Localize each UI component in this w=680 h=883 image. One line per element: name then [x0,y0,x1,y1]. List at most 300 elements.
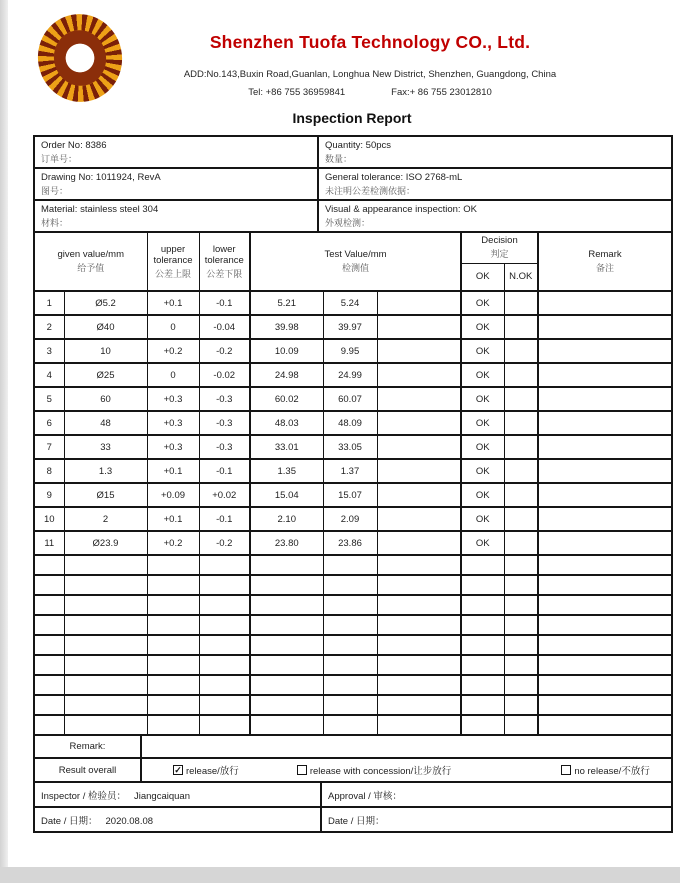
cell-lower: -0.1 [199,291,250,315]
cell-upper [147,655,199,675]
no-release-checkbox[interactable] [561,765,571,775]
cell-test2: 24.99 [323,363,377,387]
option-release-concession [297,763,452,777]
release-concession-checkbox[interactable] [297,765,307,775]
cell-given: 1.3 [64,459,147,483]
material-zh: 材料： [41,217,69,228]
cell-no [34,695,64,715]
cell-test2 [323,715,377,735]
quantity-zh: 数量： [325,153,353,164]
cell-no: 6 [34,411,64,435]
page-title: Inspection Report [292,110,412,126]
cell-test3 [377,555,461,575]
cell-lower [199,555,250,575]
col-header-decision [461,232,538,263]
cell-test2 [323,555,377,575]
cell-test3 [377,635,461,655]
inspector-approval-row [34,782,672,807]
cell-remark [538,635,672,655]
cell-given [64,655,147,675]
cell-test3 [377,363,461,387]
cell-nok [504,315,538,339]
cell-remark [538,339,672,363]
cell-no [34,615,64,635]
cell-no: 7 [34,435,64,459]
cell-given: 10 [64,339,147,363]
cell-nok [504,483,538,507]
cell-remark [538,291,672,315]
approval-label: Approval / 审核： [328,790,402,802]
drawing-no-cell [34,168,318,200]
col-header-nok: N.OK [504,263,538,291]
table-row [34,291,672,315]
cell-test2 [323,635,377,655]
remark-row [34,735,672,758]
cell-no: 10 [34,507,64,531]
cell-ok [461,715,504,735]
cell-test1 [250,695,323,715]
cell-given [64,595,147,615]
cell-ok: OK [461,339,504,363]
col-header-ok: OK [461,263,504,291]
cell-nok [504,507,538,531]
cell-test1 [250,555,323,575]
cell-nok [504,411,538,435]
cell-nok [504,531,538,555]
cell-nok [504,363,538,387]
company-contact [120,87,620,98]
cell-ok: OK [461,435,504,459]
cell-nok [504,291,538,315]
cell-given: Ø5.2 [64,291,147,315]
lower-tolerance-zh: 公差下限 [206,268,243,279]
cell-test2: 15.07 [323,483,377,507]
cell-given [64,715,147,735]
cell-no: 3 [34,339,64,363]
table-row [34,507,672,531]
cell-test2 [323,595,377,615]
cell-test3 [377,339,461,363]
cell-upper: +0.2 [147,339,199,363]
cell-lower: -0.2 [199,531,250,555]
cell-test2: 48.09 [323,411,377,435]
cell-lower: -0.04 [199,315,250,339]
given-value-en: given value/mm [57,249,125,260]
no-release-label: no release/不放行 [574,766,650,777]
cell-upper: 0 [147,363,199,387]
cell-upper: +0.1 [147,459,199,483]
cell-lower [199,615,250,635]
cell-given [64,575,147,595]
cell-remark [538,435,672,459]
date-right-cell [321,807,672,832]
cell-ok: OK [461,459,504,483]
cell-nok [504,635,538,655]
cell-test1: 48.03 [250,411,323,435]
release-label: release/放行 [186,766,239,777]
empty-row [34,575,672,595]
cell-test3 [377,411,461,435]
cell-test2: 5.24 [323,291,377,315]
cell-test1 [250,635,323,655]
cell-ok: OK [461,531,504,555]
cell-remark [538,459,672,483]
table-row [34,339,672,363]
cell-ok [461,635,504,655]
cell-ok [461,695,504,715]
date-left-cell [34,807,321,832]
cell-test3 [377,459,461,483]
cell-nok [504,615,538,635]
table-row [34,531,672,555]
given-value-zh: 给予值 [77,263,105,273]
cell-given: Ø15 [64,483,147,507]
cell-upper [147,715,199,735]
cell-upper: 0 [147,315,199,339]
company-name: Shenzhen Tuofa Technology CO., Ltd. [209,32,531,52]
cell-lower: -0.3 [199,435,250,459]
cell-test1 [250,655,323,675]
cell-given [64,695,147,715]
cell-remark [538,675,672,695]
cell-lower [199,575,250,595]
cell-no: 8 [34,459,64,483]
cell-nok [504,339,538,363]
col-header-test-value [250,232,461,291]
date-row [34,807,672,832]
cell-nok [504,715,538,735]
cell-ok: OK [461,483,504,507]
cell-test2: 23.86 [323,531,377,555]
cell-test3 [377,575,461,595]
decision-en: Decision [481,235,518,247]
table-row [34,459,672,483]
cell-lower: -0.3 [199,387,250,411]
remark-content [141,735,672,758]
material-cell [34,200,318,232]
cell-lower [199,655,250,675]
drawing-no-zh: 图号： [41,185,69,196]
cell-given [64,635,147,655]
cell-no: 2 [34,315,64,339]
cell-no [34,675,64,695]
decision-zh: 判定 [490,249,509,260]
col-header-lower-tolerance [199,232,250,291]
empty-row [34,635,672,655]
cell-remark [538,507,672,531]
cell-test3 [377,675,461,695]
table-row [34,168,672,200]
cell-nok [504,435,538,459]
cell-test1: 60.02 [250,387,323,411]
cell-ok [461,655,504,675]
company-logo-icon [30,6,130,110]
empty-row [34,655,672,675]
remark-label: Remark: [34,735,141,758]
cell-upper: +0.1 [147,507,199,531]
cell-nok [504,575,538,595]
cell-test2 [323,615,377,635]
scan-edge-left [0,0,8,883]
cell-test1: 39.98 [250,315,323,339]
cell-ok: OK [461,387,504,411]
cell-upper: +0.3 [147,411,199,435]
cell-test1 [250,615,323,635]
inspector-cell [34,782,321,807]
cell-test1: 5.21 [250,291,323,315]
cell-upper: +0.2 [147,531,199,555]
cell-test3 [377,315,461,339]
cell-no [34,655,64,675]
result-overall-options [141,758,672,782]
cell-no [34,555,64,575]
table-row [34,435,672,459]
table-row [34,483,672,507]
cell-lower: +0.02 [199,483,250,507]
options-container [142,763,671,777]
cell-upper: +0.1 [147,291,199,315]
cell-test3 [377,655,461,675]
table-row [34,200,672,232]
result-overall-label: Result overall [34,758,141,782]
cell-nok [504,459,538,483]
result-table [33,734,673,783]
cell-lower [199,595,250,615]
cell-test3 [377,531,461,555]
measurement-table [33,231,673,736]
cell-remark [538,595,672,615]
date-right-label: Date / 日期： [328,815,385,827]
table-row [34,315,672,339]
visual-inspection-value: Visual & appearance inspection: OK [325,203,477,215]
cell-no: 9 [34,483,64,507]
cell-given [64,555,147,575]
upper-tolerance-en: upper tolerance [153,243,193,266]
cell-lower [199,635,250,655]
order-no-cell [34,136,318,168]
release-checkbox[interactable]: ✓ [174,764,182,775]
cell-ok: OK [461,363,504,387]
cell-test3 [377,695,461,715]
drawing-no-value: Drawing No: 1011924, RevA [41,171,161,183]
visual-inspection-zh: 外观检测： [325,217,371,228]
empty-row [34,555,672,575]
cell-nok [504,595,538,615]
signature-table [33,781,673,833]
cell-lower: -0.1 [199,459,250,483]
cell-lower: -0.1 [199,507,250,531]
date-left-label: Date / 日期： [41,815,98,827]
company-address: ADD:No.143,Buxin Road,Guanlan, Longhua New District, Shenzhen, Guangdong, China [183,69,557,80]
cell-test3 [377,615,461,635]
cell-test3 [377,595,461,615]
empty-row [34,715,672,735]
cell-test3 [377,387,461,411]
empty-row [34,595,672,615]
cell-nok [504,555,538,575]
cell-given: 2 [64,507,147,531]
cell-given: 48 [64,411,147,435]
cell-test2 [323,695,377,715]
cell-given: 33 [64,435,147,459]
cell-ok [461,595,504,615]
cell-test3 [377,483,461,507]
col-header-remark [538,232,672,291]
table-row [34,387,672,411]
measurement-rows [34,291,672,735]
cell-test3 [377,435,461,459]
cell-lower: -0.02 [199,363,250,387]
upper-tolerance-zh: 公差上限 [154,268,191,279]
cell-upper [147,635,199,655]
material-value: Material: stainless steel 304 [41,203,159,215]
cell-lower [199,695,250,715]
header-row [34,232,672,263]
approval-cell [321,782,672,807]
option-no-release [561,763,650,777]
cell-remark [538,695,672,715]
lower-tolerance-en: lower tolerance [204,243,244,266]
cell-ok: OK [461,291,504,315]
cell-upper: +0.3 [147,435,199,459]
cell-given: Ø23.9 [64,531,147,555]
col-header-given-value [34,232,147,291]
general-tolerance-value: General tolerance: ISO 2768-mL [325,171,463,183]
cell-ok [461,675,504,695]
cell-test2: 2.09 [323,507,377,531]
cell-upper [147,575,199,595]
cell-test1: 1.35 [250,459,323,483]
cell-test1 [250,595,323,615]
order-no-value: Order No: 8386 [41,139,107,151]
report-header [0,0,680,98]
cell-ok: OK [461,507,504,531]
cell-ok [461,615,504,635]
cell-test2 [323,655,377,675]
cell-remark [538,315,672,339]
cell-no [34,575,64,595]
cell-test2 [323,675,377,695]
remark-en: Remark [588,249,622,260]
cell-given: Ø25 [64,363,147,387]
cell-nok [504,695,538,715]
cell-remark [538,483,672,507]
cell-remark [538,363,672,387]
empty-row [34,615,672,635]
col-header-upper-tolerance [147,232,199,291]
cell-given: Ø40 [64,315,147,339]
header-text-block [120,32,620,98]
cell-test1: 2.10 [250,507,323,531]
test-value-zh: 检测值 [342,263,370,273]
table-row [34,136,672,168]
cell-upper [147,675,199,695]
cell-remark [538,615,672,635]
cell-given [64,615,147,635]
cell-upper [147,555,199,575]
cell-nok [504,387,538,411]
cell-nok [504,655,538,675]
empty-row [34,675,672,695]
result-overall-row [34,758,672,782]
cell-remark [538,575,672,595]
cell-no: 5 [34,387,64,411]
remark-zh: 备注 [596,263,615,273]
cell-upper: +0.09 [147,483,199,507]
cell-no [34,635,64,655]
cell-ok: OK [461,411,504,435]
cell-no: 4 [34,363,64,387]
release-concession-label: release with concession/让步放行 [309,766,452,777]
inspector-value: Jiangcaiquan [134,790,190,802]
cell-test3 [377,715,461,735]
table-row [34,363,672,387]
cell-lower [199,675,250,695]
cell-ok: OK [461,315,504,339]
cell-test1 [250,575,323,595]
company-tel: Tel: +86 755 36959841 [248,87,346,98]
cell-upper [147,595,199,615]
cell-test1 [250,675,323,695]
test-value-en: Test Value/mm [324,249,387,260]
cell-test1 [250,715,323,735]
cell-test2: 60.07 [323,387,377,411]
order-no-zh: 订单号： [41,153,78,164]
general-tolerance-cell [318,168,672,200]
general-tolerance-zh: 未注明公差检测依据： [325,185,416,196]
cell-test1: 23.80 [250,531,323,555]
cell-test3 [377,507,461,531]
cell-ok [461,555,504,575]
cell-remark [538,555,672,575]
table-row [34,411,672,435]
cell-no [34,595,64,615]
cell-upper: +0.3 [147,387,199,411]
cell-no: 11 [34,531,64,555]
visual-inspection-cell [318,200,672,232]
cell-remark [538,387,672,411]
cell-test3 [377,291,461,315]
company-fax: Fax:+ 86 755 23012810 [391,87,492,98]
cell-nok [504,675,538,695]
cell-test2: 33.05 [323,435,377,459]
cell-test1: 33.01 [250,435,323,459]
cell-test2: 39.97 [323,315,377,339]
cell-remark [538,655,672,675]
option-release [173,763,239,777]
cell-upper [147,695,199,715]
cell-test2 [323,575,377,595]
scan-edge-bottom [0,867,680,883]
empty-row [34,695,672,715]
cell-remark [538,715,672,735]
cell-no [34,715,64,735]
cell-test1: 24.98 [250,363,323,387]
quantity-value: Quantity: 50pcs [325,139,392,151]
cell-test2: 1.37 [323,459,377,483]
cell-no: 1 [34,291,64,315]
cell-upper [147,615,199,635]
cell-lower: -0.3 [199,411,250,435]
inspector-label: Inspector / 检验员： [41,790,126,802]
cell-test2: 9.95 [323,339,377,363]
cell-lower [199,715,250,735]
cell-remark [538,531,672,555]
cell-test1: 10.09 [250,339,323,363]
cell-given: 60 [64,387,147,411]
cell-given [64,675,147,695]
cell-lower: -0.2 [199,339,250,363]
